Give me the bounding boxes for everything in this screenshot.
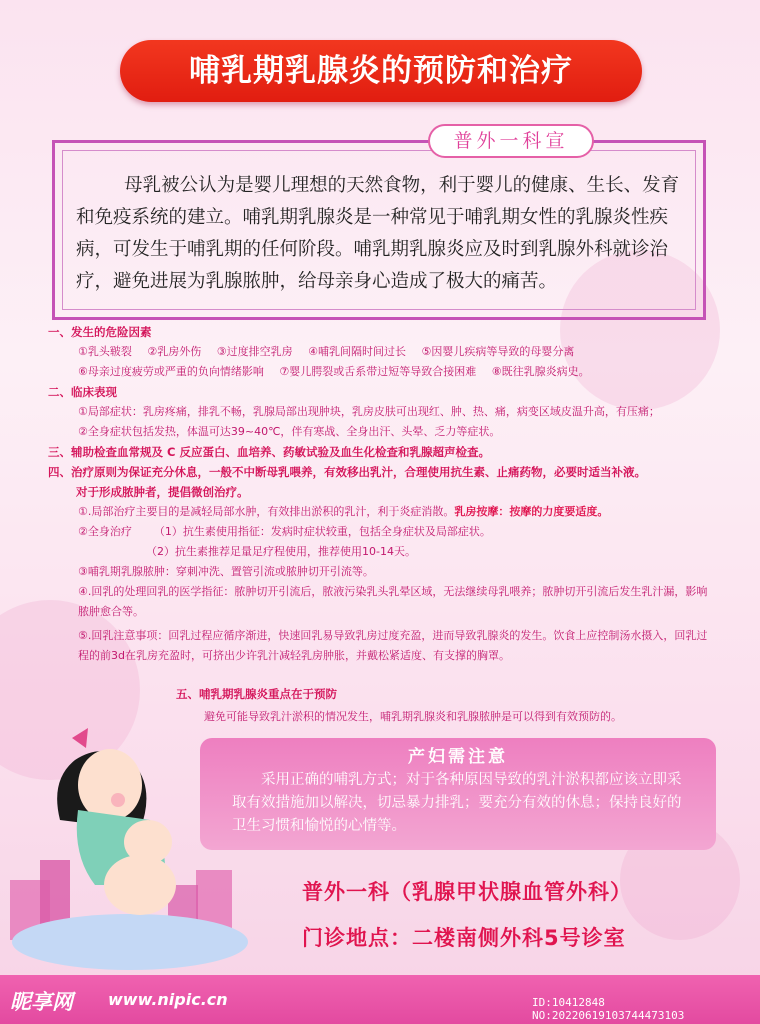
section-clinical-heading: 二、临床表现 [48,385,117,399]
mother-cheek [111,793,125,807]
intro-paragraph [76,170,688,298]
clinical-systemic: ②全身症状包括发热，体温可达39~40℃，伴有寒战、全身出汗、头晕、乏力等症状。 [78,425,501,438]
content-body [48,322,728,666]
notice-title: 产妇需注意 [408,747,508,767]
treatment-lactation-stop: ④.回乳的处理回乳的医学指征：脓肿切开引流后，脓液污染乳头乳晕区域，无法继续母乳喂养；脓肿切开引流后发生乳汁漏，影响脓肿愈合等。 [78,585,708,618]
risk-row-2 [48,362,728,382]
clinic-address: 门诊地点：二楼南侧外科5号诊室 [302,926,626,950]
risk-item: ⑦婴儿腭裂或舌系带过短等导致合接困难 [279,365,477,378]
risk-item: ⑥母亲过度疲劳或严重的负向情绪影响 [78,365,264,378]
treatment-lactation-notes: ⑤.回乳注意事项：回乳过程应循序渐进，快速回乳易导致乳房过度充盈，进而导致乳腺炎的发生。饮食上应控制汤水摄入，回乳过程的前3d在乳房充盈时，可挤出少许乳汁减轻乳房肿胀，并戴松紧适度、有支撑的胸罩。 [78,629,708,662]
section-exam-heading: 三、辅助检查血常规及 C 反应蛋白、血培养、药敏试验及血生化检查和乳腺超声检查。 [48,445,490,459]
risk-row-1 [48,342,728,362]
risk-item: ③过度排空乳房 [216,345,293,358]
treatment-systemic [48,522,728,542]
postpartum-notice-box [200,738,716,850]
risk-item: ①乳头皲裂 [78,345,132,358]
blanket [12,914,248,970]
systemic-label: ②全身治疗 [78,525,132,538]
notice-text: 采用正确的哺乳方式；对于各种原因导致的乳汁淤积都应该立即采取有效措施加以解决，切忌暴力排乳；要充分有效的休息；保持良好的卫生习惯和愉悦的心情等。 [232,772,682,834]
hair-bow-icon [72,728,88,748]
risk-item: ⑧既往乳腺炎病史。 [491,365,590,378]
section-risk-heading: 一、发生的危险因素 [48,325,152,339]
clinical-local: ①局部症状：乳房疼痛，排乳不畅，乳腺局部出现肿块，乳房皮肤可出现红、肿、热、痛，病变区域皮温升高，有压痛； [78,405,660,418]
mother-face [78,749,142,821]
antibiotic-indication: （1）抗生素使用指征：发病时症状较重，包括全身症状及局部症状。 [153,525,491,538]
risk-item: ②乳房外伤 [147,345,202,358]
intro-text: 母乳被公认为是婴儿理想的天然食物，利于婴儿的健康、生长、发育和免疫系统的建立。哺乳期乳腺炎是一种常见于哺乳期女性的乳腺炎性疾病，可发生于哺乳期的任何阶段。哺乳期乳腺炎应及时到乳腺外科就诊治疗，避免进展为乳腺脓肿，给母亲身心造成了极大的痛苦。 [76,175,680,292]
department-name: 普外一科（乳腺甲状腺血管外科） [302,880,632,904]
section-prevention-heading: 五、哺乳期乳腺炎重点在于预防 [176,687,337,701]
treatment-local-text: ①.局部治疗主要目的是减轻局部水肿，有效排出淤积的乳汁，利于炎症消散。 [78,505,455,518]
section-treatment-heading: 四、治疗原则为保证充分休息，一般不中断母乳喂养，有效移出乳汁，合理使用抗生素、止痛药物，必要时适当补液。 [48,465,646,479]
baby-body [104,855,176,915]
poster-title: 哺乳期乳腺炎的预防和治疗 [120,40,642,102]
treatment-subheading: 对于形成脓肿者，提倡微创治疗。 [76,485,249,499]
department-badge: 普外一科宣 [428,124,594,158]
risk-item: ⑤因婴儿疾病等导致的母婴分离 [421,345,575,358]
prevention-text: 避免可能导致乳汁淤积的情况发生，哺乳期乳腺炎和乳腺脓肿是可以得到有效预防的。 [204,710,622,723]
notice-body [200,769,716,838]
massage-note: 乳房按摩：按摩的力度要适度。 [454,505,609,518]
risk-item: ④哺乳间隔时间过长 [308,345,406,358]
watermark-logo: 昵享网 [10,990,73,1014]
watermark-id: ID:10412848 NO:20220619103744473103 [532,996,685,1022]
watermark-url: www.nipic.cn [108,990,228,1009]
treatment-abscess: ③哺乳期乳腺脓肿：穿刺冲洗、置管引流或脓肿切开引流等。 [78,565,374,578]
antibiotic-course: （2）抗生素推荐足量足疗程使用，推荐使用10-14天。 [146,545,416,558]
treatment-local [48,502,728,522]
